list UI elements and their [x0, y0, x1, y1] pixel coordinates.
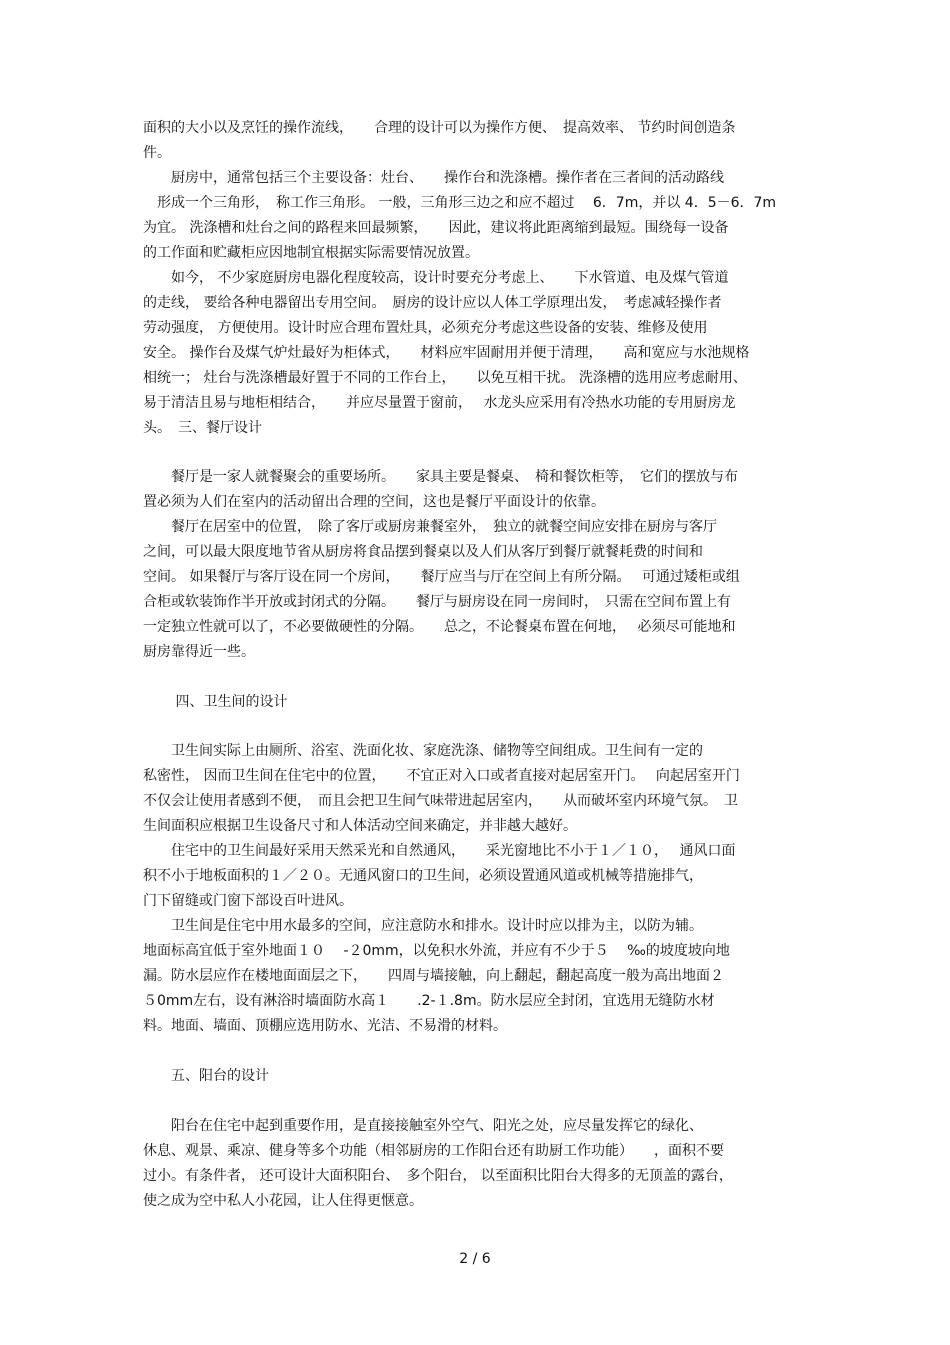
text-line: 使之成为空中私人小花园，让人住得更惬意。 [143, 1193, 423, 1209]
text-line: 一定独立性就可以了，不必要做硬性的分隔。 总之，不论餐桌布置在何地， 必须尽可能地和 [143, 619, 736, 635]
text-line: 厨房中，通常包括三个主要设备：灶台、 操作台和洗涤槽。操作者在三者间的活动路线 [143, 170, 724, 186]
text-line: 过小。有条件者， 还可设计大面积阳台、 多个阳台， 以至面积比阳台大得多的无顶盖的露台， [143, 1168, 733, 1184]
text-line: 易于清洁且易与地柜相结合， 并应尽量置于窗前， 水龙头应采用有冷热水功能的专用厨房龙 [143, 395, 736, 411]
text-line: 的工作面和贮藏柜应因地制宜根据实际需要情况放置。 [143, 245, 479, 261]
text-line: 积不小于地板面积的１／２０。无通风窗口的卫生间，必须设置通风道或机械等措施排气， [143, 868, 703, 884]
text-line: 如今， 不少家庭厨房电器化程度较高，设计时要充分考虑上、 下水管道、电及煤气管道 [143, 270, 729, 286]
text-line: 休息、观景、乘凉、健身等多个功能（相邻厨房的工作阳台还有助厨工作功能） ，面积不要 [143, 1143, 724, 1159]
text-line: 合柜或软装饰作半开放或封闭式的分隔。 餐厅与厨房设在同一房间时， 只需在空间布置上有 [143, 594, 731, 610]
text-line: 的走线， 要给各种电器留出专用空间。 厨房的设计应以人体工学原理出发， 考虑减轻操作者 [143, 295, 722, 311]
text-line: 之间，可以最大限度地节省从厨房将食品摆到餐桌以及人们从客厅到餐厅就餐耗费的时间和 [143, 544, 703, 560]
text-line: 厨房靠得近一些。 [143, 644, 255, 660]
text-line: 不仅会让使用者感到不便， 而且会把卫生间气味带进起居室内， 从而破坏室内环境气氛。 卫 [143, 793, 738, 809]
text-line: 相统一； 灶台与洗涤槽最好置于不同的工作台上， 以免互相干扰。 洗涤槽的选用应考虑耐用、 [143, 370, 747, 386]
text-line: 住宅中的卫生间最好采用天然采光和自然通风， 采光窗地比不小于１／１０， 通风口面 [143, 843, 736, 859]
text-line: 地面标高宜低于室外地面１０ -２0mm，以免积水外流，并应有不少于５ ‰的坡度坡向地 [143, 943, 730, 959]
text-line: 阳台在住宅中起到重要作用，是直接接触室外空气、阳光之处，应尽量发挥它的绿化、 [143, 1118, 703, 1134]
text-line: 劳动强度， 方便使用。设计时应合理布置灶具，必须充分考虑这些设备的安装、维修及使用 [143, 320, 708, 336]
text-line: 面积的大小以及烹饪的操作流线， 合理的设计可以为操作方便、 提高效率、 节约时间创造条 [143, 120, 736, 136]
text-line: 生间面积应根据卫生设备尺寸和人体活动空间来确定，并非越大越好。 [143, 818, 577, 834]
text-line: 卫生间是住宅中用水最多的空间，应注意防水和排水。设计时应以排为主，以防为辅。 [143, 918, 703, 934]
text-line: 置必须为人们在室内的活动留出合理的空间，这也是餐厅平面设计的依靠。 [143, 494, 605, 510]
text-line: 餐厅是一家人就餐聚会的重要场所。 家具主要是餐桌、 椅和餐饮柜等， 它们的摆放与布 [143, 469, 738, 485]
section-heading: 头。 三、餐厅设计 [143, 420, 262, 436]
text-line: 为宜。 洗涤槽和灶台之间的路程来回最频繁， 因此，建议将此距离缩到最短。围绕每一设备 [143, 220, 729, 236]
page-number: 2 / 6 [459, 1251, 491, 1267]
text-line: ５0mm左右，设有淋浴时墙面防水高１ .2-１.8m。防水层应全封闭，宜选用无缝防水材 [143, 993, 715, 1009]
section-heading: 四、卫生间的设计 [143, 694, 288, 710]
section-heading: 五、阳台的设计 [143, 1068, 269, 1084]
text-line: 私密性， 因而卫生间在住宅中的位置， 不宜正对入口或者直接对起居室开门。 向起居室开门 [143, 768, 740, 784]
text-line: 门下留缝或门窗下部设百叶进风。 [143, 893, 353, 909]
text-line: 料。地面、墙面、顶棚应选用防水、光洁、不易滑的材料。 [143, 1018, 507, 1034]
text-line: 卫生间实际上由厕所、浴室、洗面化妆、家庭洗涤、储物等空间组成。卫生间有一定的 [143, 743, 703, 759]
text-line: 漏。防水层应作在楼地面面层之下， 四周与墙接触，向上翻起，翻起高度一般为高出地面２ [143, 968, 724, 984]
text-line: 空间。 如果餐厅与客厅设在同一个房间， 餐厅应当与厅在空间上有所分隔。 可通过矮柜或组 [143, 569, 740, 585]
text-line: 件。 [143, 145, 171, 161]
text-line: 安全。 操作台及煤气炉灶最好为柜体式， 材料应牢固耐用并便于清理， 高和宽应与水池规格 [143, 345, 750, 361]
text-line: 餐厅在居室中的位置， 除了客厅或厨房兼餐室外， 独立的就餐空间应安排在厨房与客厅 [143, 519, 717, 535]
text-line: 形成一个三角形， 称工作三角形。 一般，三角形三边之和应不超过 6．7m，并以 4．5－6．7m [143, 195, 777, 211]
